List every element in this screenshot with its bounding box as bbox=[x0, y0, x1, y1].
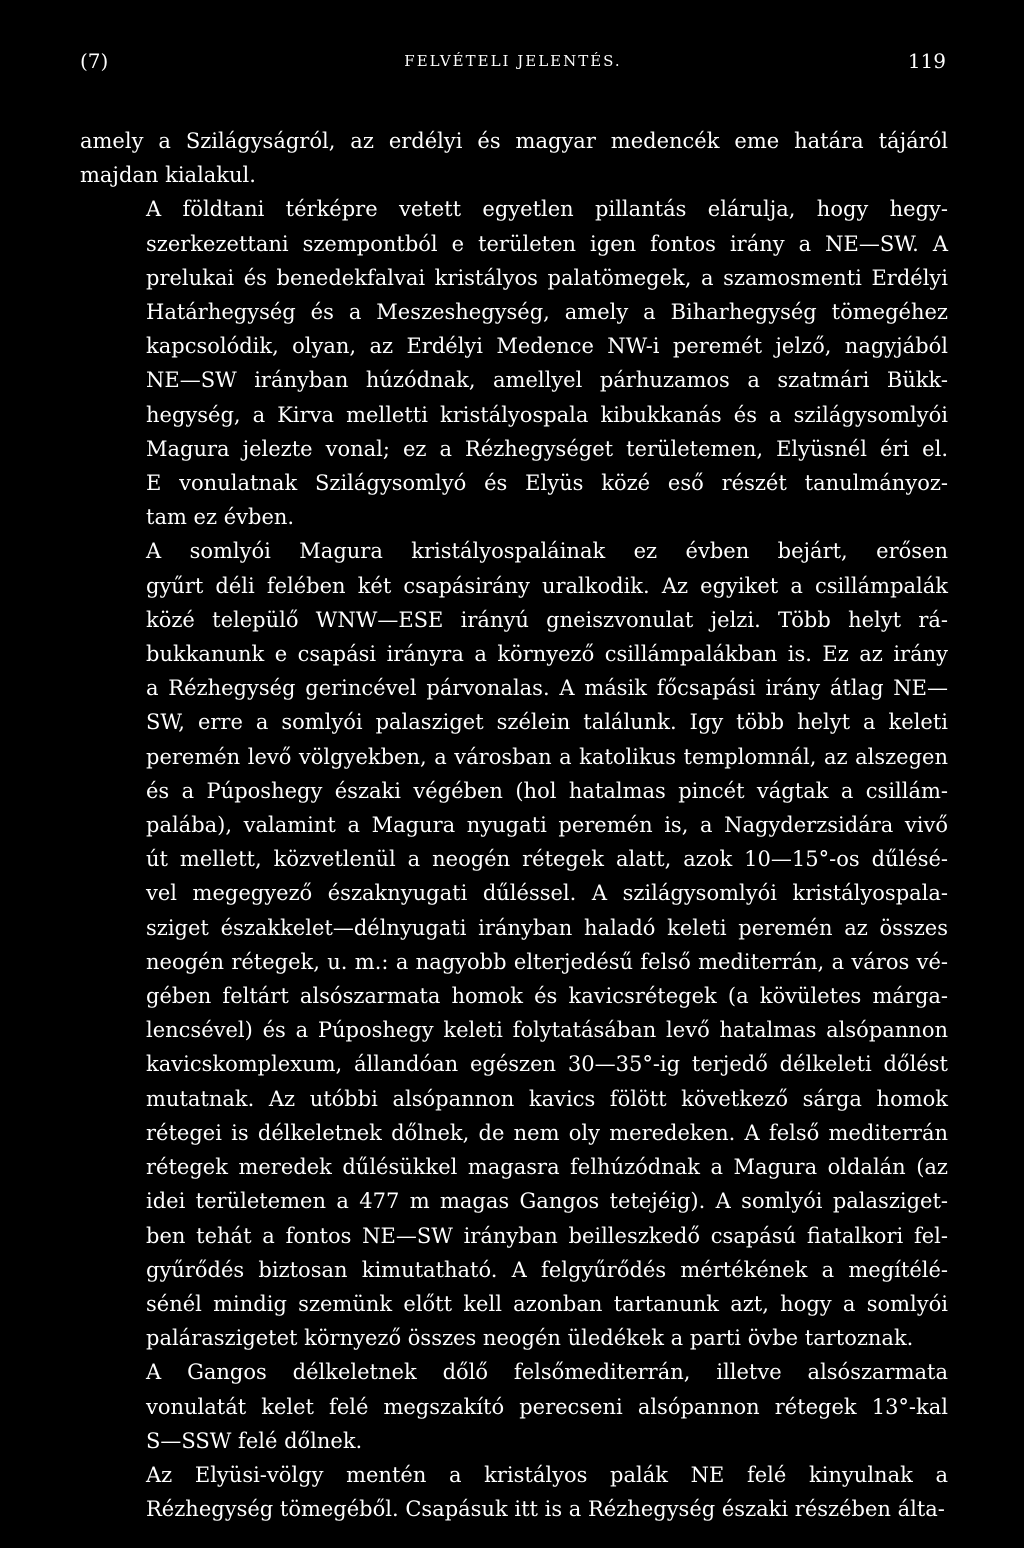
text-line: szerkezettani szempontból e területen igen fontos irány a NE—SW. A bbox=[146, 231, 948, 256]
text-line: sénél mindig szemünk előtt kell azonban tartanunk azt, hogy a somlyói bbox=[146, 1291, 948, 1316]
text-line: rétegei is délkeletnek dőlnek, de nem oly meredeken. A felső mediterrán bbox=[146, 1120, 948, 1145]
text-line: lencsével) és a Púposhegy keleti folytatásában levő hatalmas alsópannon bbox=[146, 1018, 948, 1043]
text-line: E vonulatnak Szilágysomlyó és Elyüs közé eső részét tanulmányoz- bbox=[146, 471, 948, 496]
text-line: Határhegység és a Meszeshegység, amely a Biharhegység tömegéhez bbox=[146, 300, 948, 325]
text-line: A somlyói Magura kristályospaláinak ez évben bejárt, erősen bbox=[146, 539, 948, 564]
text-line: paláraszigetet környező összes neogén üledékek a parti övbe tartoznak. bbox=[146, 1326, 914, 1351]
text-line: A Gangos délkeletnek dőlő felsőmediterrán, illetve alsószarmata bbox=[146, 1360, 948, 1385]
text-line: közé települő WNW—ESE irányú gneiszvonulat jelzi. Több helyt rá- bbox=[146, 607, 948, 632]
text-line: palába), valamint a Magura nyugati peremén is, a Nagyderzsidára vivő bbox=[146, 813, 948, 838]
text-line: sziget északkelet—délnyugati irányban haladó keleti peremén az összes bbox=[146, 915, 948, 940]
body-text bbox=[80, 124, 948, 1526]
text-line: kavicskomplexum, állandóan egészen 30—35°-ig terjedő délkeleti dőlést bbox=[146, 1052, 948, 1077]
text-line: majdan kialakul. bbox=[80, 163, 256, 188]
text-line: SW, erre a somlyói palasziget szélein találunk. Igy több helyt a keleti bbox=[146, 710, 948, 735]
text-line: NE—SW irányban húzódnak, amellyel párhuzamos a szatmári Bükk- bbox=[146, 368, 948, 393]
text-line: Magura jelezte vonal; ez a Rézhegységet területemen, Elyüsnél éri el. bbox=[146, 436, 948, 461]
text-line: gyűrt déli felében két csapásirány uralkodik. Az egyiket a csillámpalák bbox=[146, 573, 948, 598]
text-line: amely a Szilágyságról, az erdélyi és magyar medencék eme határa tájáról bbox=[80, 129, 948, 153]
text-line: út mellett, közvetlenül a neogén rétegek alatt, azok 10—15°-os dűlésé- bbox=[146, 847, 948, 872]
text-line: Rézhegység tömegéből. Csapásuk itt is a Rézhegység északi részében álta- bbox=[146, 1497, 945, 1522]
text-line: ben tehát a fontos NE—SW irányban beilleszkedő csapású fiatalkori fel- bbox=[146, 1223, 948, 1248]
paragraph bbox=[80, 192, 948, 534]
running-header bbox=[80, 46, 946, 76]
text-line: gyűrődés biztosan kimutatható. A felgyűrődés mértékének a megítélé- bbox=[146, 1257, 948, 1282]
text-line: vonulatát kelet felé megszakító perecseni alsópannon rétegek 13°-kal bbox=[146, 1394, 948, 1419]
chapter-number: (7) bbox=[80, 49, 109, 73]
paragraph bbox=[80, 1458, 948, 1526]
text-line: gében feltárt alsószarmata homok és kavicsrétegek (a kövületes márga- bbox=[146, 984, 948, 1009]
text-line: neogén rétegek, u. m.: a nagyobb elterjedésű felső mediterrán, a város vé- bbox=[146, 949, 948, 974]
page-number: 119 bbox=[907, 49, 946, 73]
text-line: A földtani térképre vetett egyetlen pillantás elárulja, hogy hegy- bbox=[146, 197, 948, 222]
text-line: idei területemen a 477 m magas Gangos tetejéig). A somlyói palasziget- bbox=[146, 1189, 948, 1214]
paragraph bbox=[80, 1355, 948, 1458]
text-line: mutatnak. Az utóbbi alsópannon kavics fölött következő sárga homok bbox=[146, 1086, 948, 1111]
running-title: FELVÉTELI JELENTÉS. bbox=[404, 52, 622, 70]
text-line: peremén levő völgyekben, a városban a katolikus templomnál, az alszegen bbox=[146, 744, 948, 769]
text-line: hegység, a Kirva melletti kristályospala kibukkanás és a szilágysomlyói bbox=[146, 402, 948, 427]
text-line: és a Púposhegy északi végében (hol hatalmas pincét vágtak a csillám- bbox=[146, 778, 948, 803]
text-line: Az Elyüsi-völgy mentén a kristályos palák NE felé kinyulnak a bbox=[146, 1462, 948, 1487]
text-line: S—SSW felé dőlnek. bbox=[146, 1428, 363, 1453]
text-line: vel megegyező északnyugati dűléssel. A szilágysomlyói kristályospala- bbox=[146, 881, 948, 906]
text-line: bukkanunk e csapási irányra a környező csillámpalákban is. Ez az irány bbox=[146, 642, 948, 667]
text-line: rétegek meredek dűlésükkel magasra felhúzódnak a Magura oldalán (az bbox=[146, 1155, 948, 1180]
text-line: a Rézhegység gerincével párvonalas. A másik főcsapási irány átlag NE— bbox=[146, 676, 948, 701]
text-line: tam ez évben. bbox=[146, 505, 295, 530]
paragraph bbox=[80, 534, 948, 1355]
text-line: kapcsolódik, olyan, az Erdélyi Medence NW-i peremét jelző, nagyjából bbox=[146, 334, 948, 359]
paragraph bbox=[80, 124, 948, 192]
text-line: prelukai és benedekfalvai kristályos palatömegek, a szamosmenti Erdélyi bbox=[146, 265, 948, 290]
